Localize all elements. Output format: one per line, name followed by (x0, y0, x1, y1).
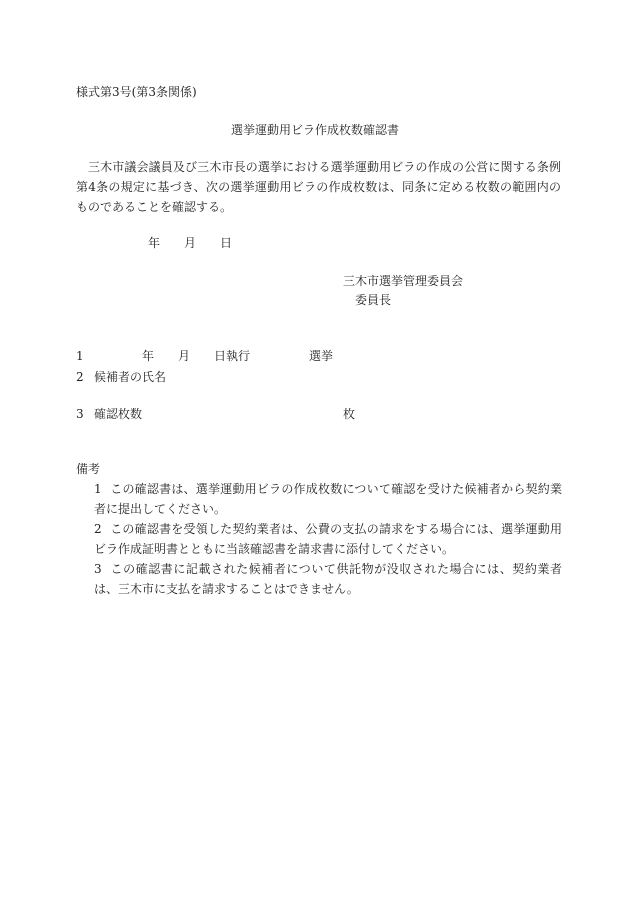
date-month: 月 (184, 236, 197, 250)
item3-number: 3 (76, 407, 84, 421)
item3-unit: 枚 (343, 407, 356, 421)
item2-number: 2 (76, 370, 84, 384)
remark-note-2-number: 2 (94, 522, 102, 536)
remark-note-2 (94, 519, 562, 559)
remark-note-1 (94, 479, 562, 519)
remark-note-1-number: 1 (94, 482, 102, 496)
remark-note-3-text: この確認書に記載された候補者について供託物が没収された場合には、契約業者は、三木市に支払を請求することはできません。 (94, 562, 562, 596)
item3-label: 確認枚数 (94, 407, 143, 421)
issuer-org: 三木市選挙管理委員会 (343, 274, 464, 288)
remark-note-3 (94, 559, 562, 599)
form-id: 様式第3号(第3条関係) (76, 85, 197, 99)
date-year: 年 (148, 236, 161, 250)
item1-month: 月 (178, 349, 191, 363)
remark-note-3-number: 3 (94, 562, 102, 576)
item1-year: 年 (142, 349, 155, 363)
intro-paragraph: 三木市議会議員及び三木市長の選挙における選挙運動用ビラの作成の公営に関する条例第4条の規定に基づき、次の選挙運動用ビラの作成枚数は、同条に定める枚数の範囲内のものであることを確認する。 (76, 160, 561, 214)
remarks-heading: 備考 (76, 462, 101, 476)
item1-election: 選挙 (309, 349, 334, 363)
item2-label: 候補者の氏名 (94, 370, 167, 384)
date-day: 日 (220, 236, 233, 250)
issuer-role: 委員長 (355, 293, 392, 307)
remark-note-2-text: この確認書を受領した契約業者は、公費の支払の請求をする場合には、選挙運動用ビラ作成証明書とともに当該確認書を請求書に添付してください。 (94, 522, 562, 556)
document-title: 選挙運動用ビラ作成枚数確認書 (230, 123, 399, 137)
remark-note-1-text: この確認書は、選挙運動用ビラの作成枚数について確認を受けた候補者から契約業者に提出してください。 (94, 482, 562, 516)
item1-day-exec: 日執行 (214, 349, 251, 363)
item1-number: 1 (76, 349, 84, 363)
